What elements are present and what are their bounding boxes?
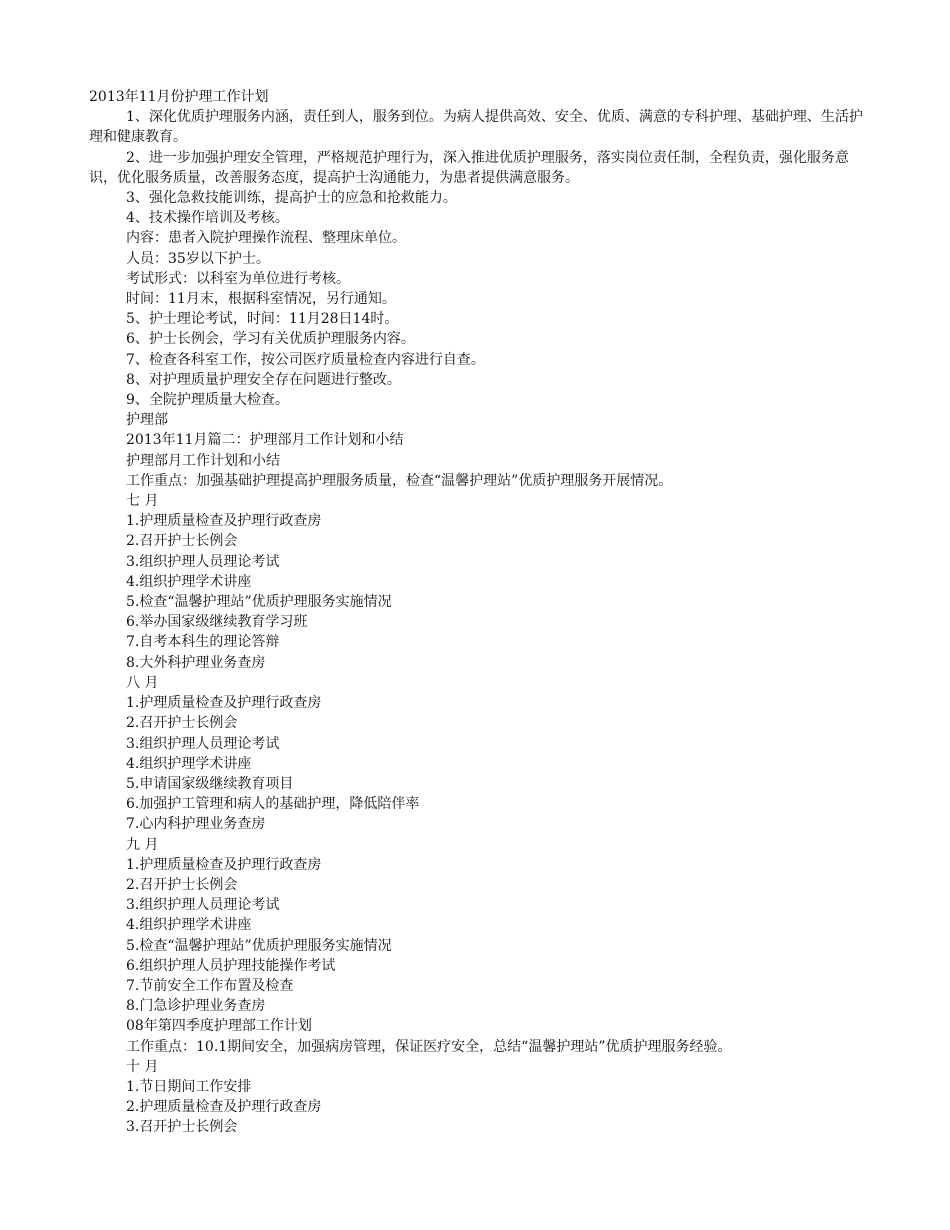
text-line: 工作重点：10.1期间安全，加强病房管理，保证医疗安全，总结“温馨护理站”优质护理服务经验。 <box>126 1038 732 1055</box>
text-line: 七 月 <box>126 493 159 510</box>
text-line: 1.护理质量检查及护理行政查房 <box>126 856 322 873</box>
text-line: 3.召开护士长例会 <box>126 1119 238 1136</box>
text-line: 5.检查“温馨护理站”优质护理服务实施情况 <box>126 937 392 954</box>
text-line: 7.节前安全工作布置及检查 <box>126 977 294 994</box>
text-line: 8.门急诊护理业务查房 <box>126 998 266 1015</box>
text-line: 3.组织护理人员理论考试 <box>126 897 280 914</box>
text-line: 内容：患者入院护理操作流程、整理床单位。 <box>126 230 406 247</box>
text-line: 3.组织护理人员理论考试 <box>126 735 280 752</box>
text-line: 7.心内科护理业务查房 <box>126 816 266 833</box>
text-line: 3、强化急救技能训练，提高护士的应急和抢救能力。 <box>126 190 457 207</box>
text-line: 4.组织护理学术讲座 <box>126 917 252 934</box>
text-line: 2.召开护士长例会 <box>126 876 238 893</box>
text-line: 2、进一步加强护理安全管理，严格规范护理行为，深入推进优质护理服务，落实岗位责任制，全程负责，强化服务意识，优化服务质量，改善服务态度，提高护士沟通能力，为患者提供满意服务。 <box>89 149 849 186</box>
text-line: 人员：35岁以下护士。 <box>126 250 270 267</box>
text-line: 2.召开护士长例会 <box>126 533 238 550</box>
text-line: 9、全院护理质量大检查。 <box>126 392 289 409</box>
text-line: 2013年11月篇二：护理部月工作计划和小结 <box>126 432 404 449</box>
text-line: 6.组织护理人员护理技能操作考试 <box>126 957 336 974</box>
text-line: 5.申请国家级继续教育项目 <box>126 775 294 792</box>
text-line: 工作重点：加强基础护理提高护理服务质量，检查“温馨护理站”优质护理服务开展情况。 <box>126 472 673 489</box>
text-line: 4、技术操作培训及考核。 <box>126 210 289 227</box>
document-title: 2013年11月份护理工作计划 <box>89 89 269 105</box>
text-line: 护理部月工作计划和小结 <box>126 452 280 469</box>
text-line: 6.加强护工管理和病人的基础护理，降低陪伴率 <box>126 796 420 813</box>
document-body <box>89 87 864 1138</box>
text-line: 1、深化优质护理服务内涵，责任到人，服务到位。为病人提供高效、安全、优质、满意的专科护理、基础护理、生活护理和健康教育。 <box>89 109 863 146</box>
text-line: 5.检查“温馨护理站”优质护理服务实施情况 <box>126 594 392 611</box>
text-line: 时间：11月末，根据科室情况，另行通知。 <box>126 291 396 308</box>
text-line: 6、护士长例会，学习有关优质护理服务内容。 <box>126 331 415 348</box>
text-line: 1.护理质量检查及护理行政查房 <box>126 513 322 530</box>
text-line: 08年第四季度护理部工作计划 <box>126 1018 312 1035</box>
text-line: 考试形式：以科室为单位进行考核。 <box>126 270 350 287</box>
text-line: 7、检查各科室工作，按公司医疗质量检查内容进行自查。 <box>126 351 485 368</box>
text-line: 5、护士理论考试，时间：11月28日14时。 <box>126 311 399 328</box>
text-line: 4.组织护理学术讲座 <box>126 755 252 772</box>
text-line: 6.举办国家级继续教育学习班 <box>126 614 308 631</box>
text-line: 2.召开护士长例会 <box>126 715 238 732</box>
text-line: 4.组织护理学术讲座 <box>126 573 252 590</box>
text-line: 3.组织护理人员理论考试 <box>126 553 280 570</box>
text-line: 1.节日期间工作安排 <box>126 1078 252 1095</box>
text-line: 8.大外科护理业务查房 <box>126 654 266 671</box>
text-line: 2.护理质量检查及护理行政查房 <box>126 1099 322 1116</box>
text-line: 九 月 <box>126 836 159 853</box>
text-line: 八 月 <box>126 674 159 691</box>
text-line: 8、对护理质量护理安全存在问题进行整改。 <box>126 371 401 388</box>
text-line: 7.自考本科生的理论答辩 <box>126 634 280 651</box>
text-line: 护理部 <box>126 412 168 429</box>
text-line: 1.护理质量检查及护理行政查房 <box>126 695 322 712</box>
text-line: 十 月 <box>126 1058 159 1075</box>
